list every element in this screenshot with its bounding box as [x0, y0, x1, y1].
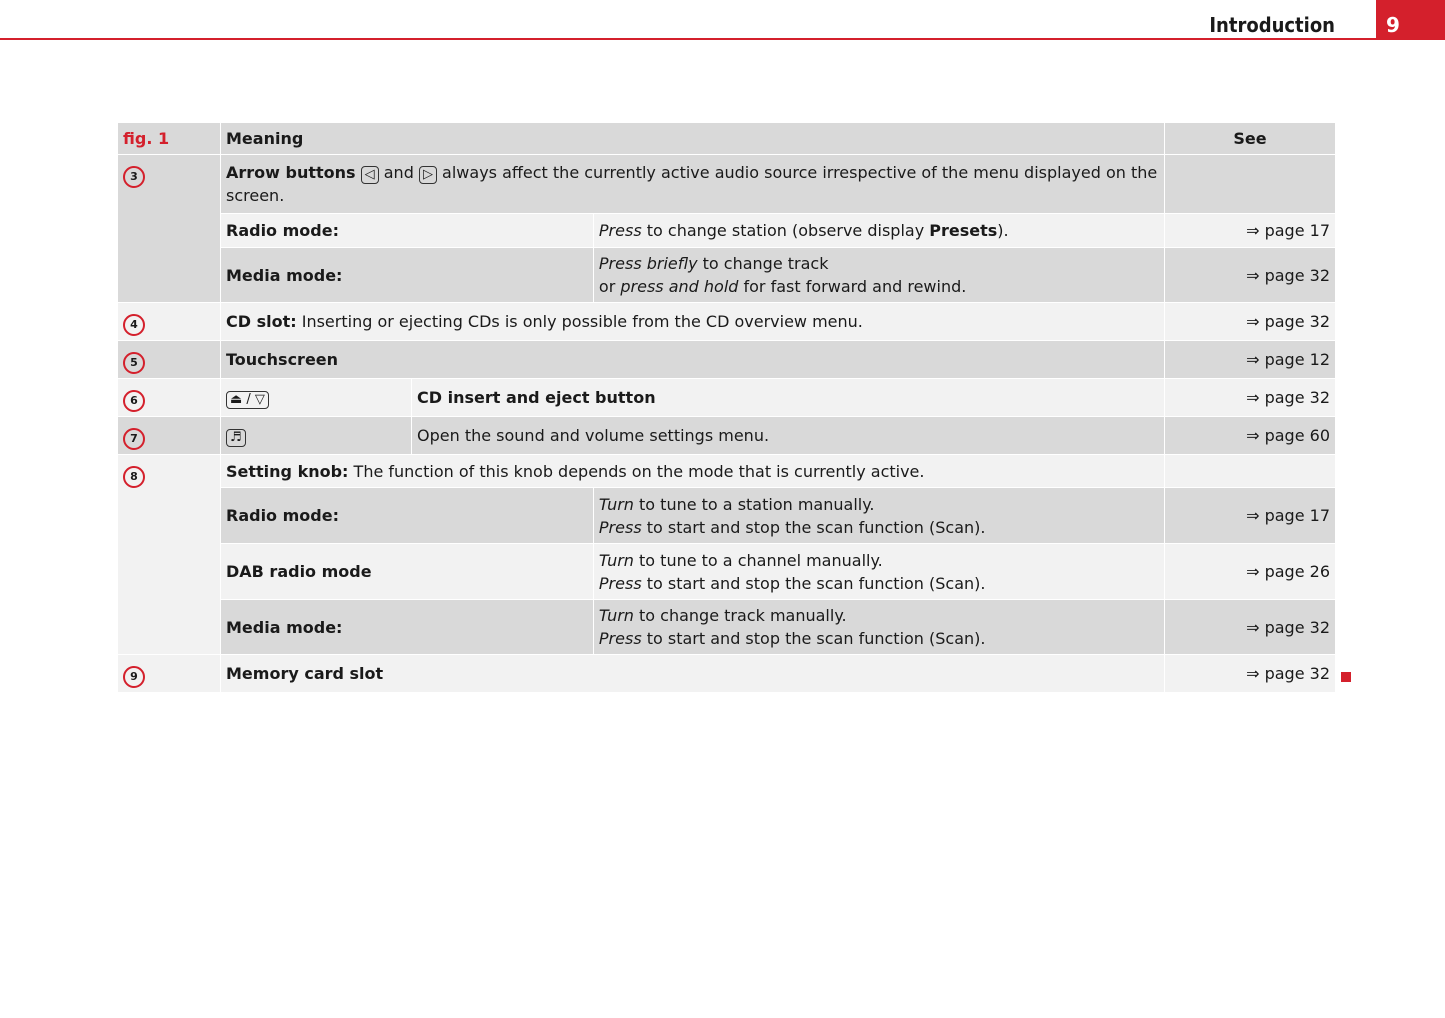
callout-9: 9	[123, 666, 145, 688]
label: Radio mode:	[226, 221, 339, 240]
text: Press briefly	[598, 254, 698, 273]
label: Memory card slot	[226, 664, 384, 683]
left-arrow-icon: ◁	[361, 166, 379, 184]
callout-6: 6	[123, 390, 145, 412]
page-ref[interactable]: ⇒ page 12	[1165, 341, 1335, 378]
table-row	[118, 544, 1335, 599]
right-arrow-icon: ▷	[419, 166, 437, 184]
page-ref[interactable]: ⇒ page 17	[1165, 488, 1335, 543]
meaning-header: Meaning	[226, 129, 304, 148]
music-note-icon: ♬	[226, 429, 246, 447]
eject-icon: ⏏ / ▽	[226, 391, 269, 409]
text: Press	[598, 221, 642, 240]
text: Turn	[598, 550, 634, 570]
page-ref[interactable]: ⇒ page 17	[1165, 214, 1335, 247]
label: Media mode:	[226, 265, 343, 285]
label: CD slot:	[226, 312, 297, 331]
label: CD insert and eject button	[417, 388, 656, 407]
text: Press	[598, 629, 642, 648]
table-row	[118, 248, 1335, 302]
text: Presets	[929, 221, 998, 240]
end-of-section-marker	[1341, 672, 1351, 682]
page-ref[interactable]: ⇒ page 32	[1165, 303, 1335, 340]
text: ).	[997, 221, 1009, 240]
fig-legend-table	[117, 122, 1336, 693]
callout-4: 4	[123, 314, 145, 336]
text: or	[598, 277, 621, 296]
text: to start and stop the scan function (Scan).	[641, 573, 986, 593]
page-ref[interactable]: ⇒ page 26	[1165, 544, 1335, 599]
see-header: See	[1233, 129, 1267, 148]
text: and	[383, 163, 414, 182]
text: to change track	[697, 254, 829, 273]
table-row	[118, 214, 1335, 247]
text: to tune to a channel manually.	[633, 550, 883, 570]
text: to tune to a station manually.	[633, 494, 875, 514]
callout-7: 7	[123, 428, 145, 450]
page-ref[interactable]: ⇒ page 60	[1165, 417, 1335, 454]
label: Media mode:	[226, 617, 343, 637]
table-row	[118, 379, 1335, 416]
label: Arrow buttons	[226, 163, 356, 182]
text: Inserting or ejecting CDs is only possible from the CD overview menu.	[296, 312, 863, 331]
table-row	[118, 303, 1335, 340]
text: The function of this knob depends on the mode that is currently active.	[348, 461, 925, 481]
table-row	[118, 488, 1335, 543]
header-rule	[0, 38, 1445, 40]
callout-3: 3	[123, 166, 145, 188]
text: press and hold	[620, 277, 739, 296]
text: Press	[598, 517, 642, 537]
text: Turn	[598, 606, 634, 625]
page-ref[interactable]: ⇒ page 32	[1165, 379, 1335, 416]
text: always affect the currently active audio source irrespective of the menu displayed on the screen.	[226, 163, 1158, 205]
label: Touchscreen	[226, 350, 339, 369]
page-ref[interactable]: ⇒ page 32	[1165, 248, 1335, 302]
text: to start and stop the scan function (Scan).	[641, 629, 986, 648]
table-row	[118, 455, 1335, 487]
page-number: 9	[1376, 0, 1445, 40]
callout-5: 5	[123, 352, 145, 374]
text: to start and stop the scan function (Scan).	[641, 517, 986, 537]
label: Radio mode:	[226, 506, 339, 525]
text: to change track manually.	[633, 606, 847, 625]
table-row	[118, 155, 1335, 213]
table-row	[118, 341, 1335, 378]
text: Press	[598, 573, 642, 593]
section-title: Introduction	[1209, 13, 1335, 37]
text: to change station (observe display	[641, 221, 930, 240]
text: for fast forward and rewind.	[738, 277, 967, 296]
text: Turn	[598, 494, 634, 514]
label: Setting knob:	[226, 461, 349, 481]
table-row	[118, 417, 1335, 454]
table-row	[118, 655, 1335, 692]
text: Open the sound and volume settings menu.	[412, 417, 1164, 454]
table-row	[118, 600, 1335, 654]
callout-8: 8	[123, 466, 145, 488]
label: DAB radio mode	[226, 562, 372, 581]
page-ref[interactable]: ⇒ page 32	[1165, 600, 1335, 654]
table-header	[118, 123, 1335, 154]
page-ref[interactable]: ⇒ page 32	[1165, 655, 1335, 692]
fig-label: fig. 1	[118, 123, 220, 154]
